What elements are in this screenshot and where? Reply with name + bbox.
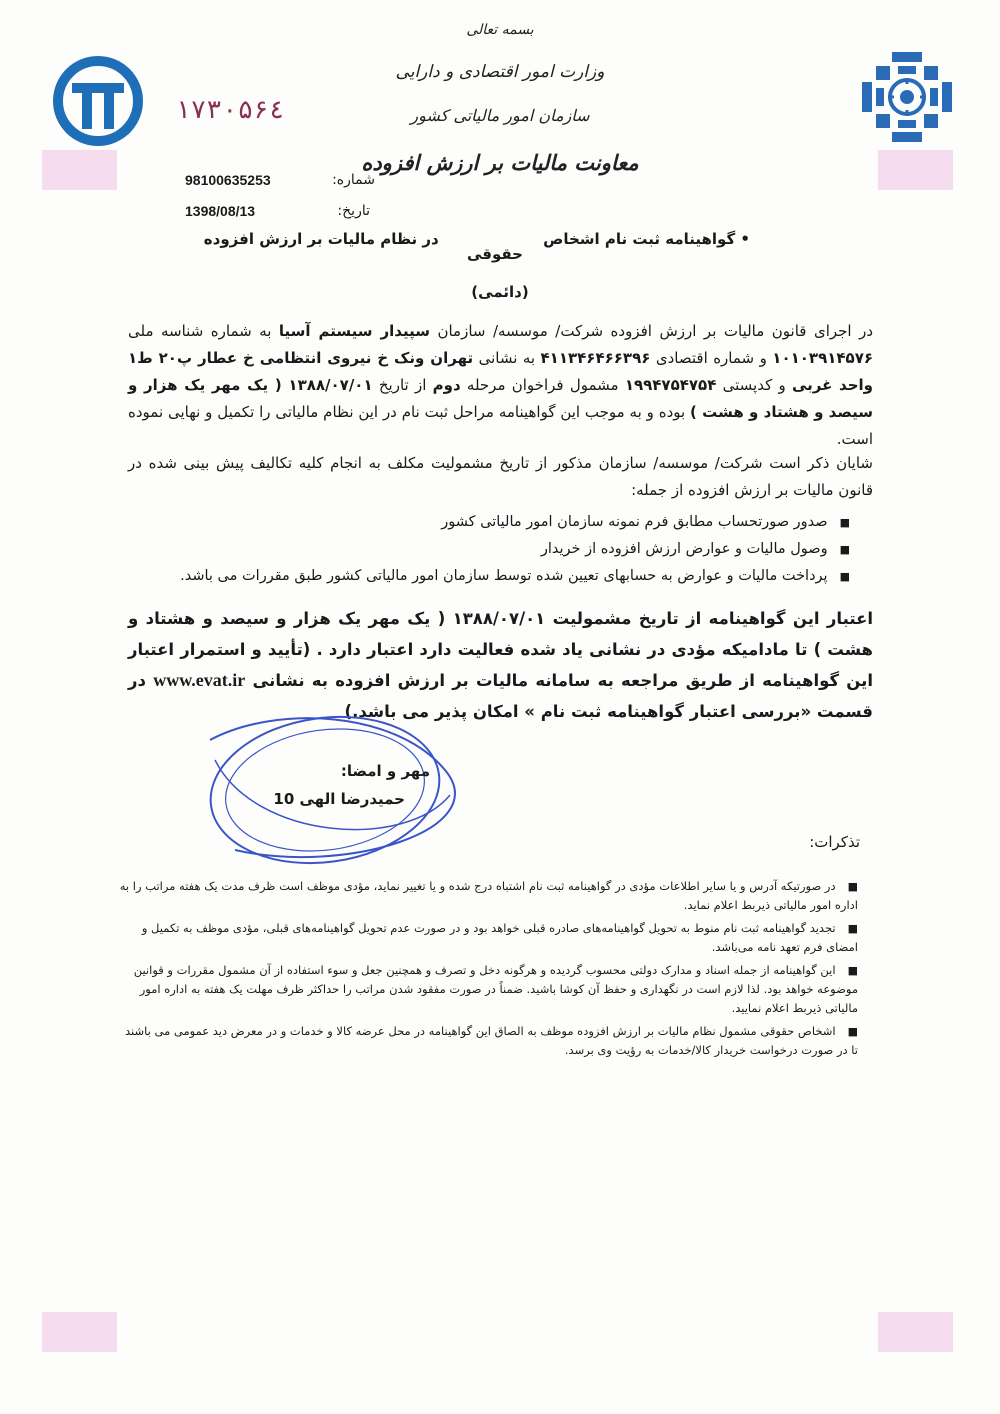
list-item: ■ صدور صورتحساب مطابق فرم نمونه سازمان امور مالیاتی کشور	[150, 509, 850, 536]
list-item: ■ اشخاص حقوقی مشمول نظام مالیات بر ارزش افزوده موظف به الصاق این گواهینامه در محل عرضه کالا و خدمات و در معرض دید عمومی می باشند تا در صورت درخواست خریدار کالا/خدمات به رؤیت وی برسد.	[118, 1022, 858, 1060]
date-value: 1398/08/13	[185, 203, 256, 219]
organization-logo-icon	[52, 55, 144, 147]
tax-organization-emblem-icon	[858, 48, 956, 146]
registration-mark	[42, 150, 117, 190]
notes-list	[118, 877, 858, 1064]
list-item: ■ این گواهینامه از جمله اسناد و مدارک دولتی محسوب گردیده و هرگونه دخل و تصرف و همچنین جعل و سوء استفاده از آن مشمول مقررات و قوانین موضوعه خواهد بود. لذا لازم است در نگهداری و حفظ آن کوشا باشید. ضمناً در صورت مفقود شدن مراتب را حداکثر ظرف مهلت یک هفته به اداره امور مالیاتی ذیربط اعلام نمایید.	[118, 961, 858, 1018]
list-item: ■ در صورتیکه آدرس و یا سایر اطلاعات مؤدی در گواهینامه ثبت نام اشتباه درج شده و یا تغییر نماید، مؤدی موظف است ظرف مدت یک هفته مراتب را به اداره امور مالیاتی ذیربط اعلام نماید.	[118, 877, 858, 915]
organization-name: سازمان امور مالیاتی کشور	[410, 106, 590, 125]
phase: دوم	[432, 376, 461, 394]
start-date: ۱۳۸۸/۰۷/۰۱ ( یک مهر یک هزار و سیصد و هشتاد و هشت )	[128, 376, 874, 421]
official-stamp-icon	[195, 700, 465, 875]
signature-label: مهر و امضا:	[340, 762, 430, 780]
duties-list	[150, 509, 850, 590]
date-label: تاریخ:	[337, 203, 370, 219]
company-name: سپیدار سیستم آسیا	[278, 322, 430, 340]
obligations-paragraph: شایان ذکر است شرکت/ موسسه/ سازمان مذکور از تاریخ مشمولیت مکلف به انجام کلیه تکالیف پیش بینی شده در قانون مالیات بر ارزش افزوده از جمله:	[128, 454, 873, 499]
registration-mark	[42, 1312, 117, 1352]
list-item: ■ پرداخت مالیات و عوارض به حسابهای تعیین شده توسط سازمان امور مالیاتی کشور طبق مقررات می باشد.	[150, 563, 850, 590]
national-id: ۱۰۱۰۳۹۱۴۵۷۶	[772, 349, 874, 367]
validity-paragraph: اعتبار این گواهینامه از تاریخ مشمولیت ۱۳۸۸/۰۷/۰۱ ( یک مهر یک هزار و سیصد و هشتاد و هشت ) تا مادامیکه مؤدی در نشانی یاد شده فعالیت دارد اعتبار دارد . (تأیید و استمرار اعتبار این گواهینامه از طریق مراجعه به سامانه مالیات بر ارزش افزوده به نشانی www.evat.ir در قسمت «بررسی اعتبار گواهینامه ثبت نام » امکان پذیر می باشد.)	[128, 609, 874, 721]
ministry-name: وزارت امور اقتصادی و دارایی	[395, 62, 605, 82]
list-item: ■ وصول مالیات و عوارض ارزش افزوده از خریدار	[150, 536, 850, 563]
intro-paragraph: در اجرای قانون مالیات بر ارزش افزوده شرکت/ موسسه/ سازمان سپیدار سیستم آسیا به شماره شناسه ملی ۱۰۱۰۳۹۱۴۵۷۶ و شماره اقتصادی ۴۱۱۳۴۶۴۶۶۳۹۶ به نشانی تهران ونک خ نیروی انتظامی خ عطار پ۲۰ ط۱ واحد غربی و کدپستی ۱۹۹۴۷۵۴۷۵۴ مشمول فراخوان مرحله دوم از تاریخ ۱۳۸۸/۰۷/۰۱ ( یک مهر یک هزار و سیصد و هشتاد و هشت ) بوده و به موجب این گواهینامه مراحل ثبت نام در این نظام مالیاتی را تکمیل و نهایی نموده است.	[128, 322, 874, 448]
number-value: 98100635253	[185, 172, 271, 188]
serial-number: ۱۷۳۰۵۶٤	[175, 95, 285, 125]
certificate-subtitle: (دائمی)	[471, 283, 529, 301]
number-label: شماره:	[332, 172, 375, 188]
website-link: www.evat.ir	[153, 670, 246, 690]
economic-id: ۴۱۱۳۴۶۴۶۶۳۹۶	[540, 349, 651, 367]
entity-type: حقوقی	[466, 245, 523, 263]
notes-title: تذکرات:	[809, 833, 860, 851]
address: تهران ونک خ نیروی انتظامی خ عطار پ۲۰ ط۱ واحد غربی	[128, 349, 873, 394]
basmala: بسمه تعالی	[466, 22, 534, 38]
deputy-name: معاونت مالیات بر ارزش افزوده	[361, 150, 639, 175]
list-item: ■ تجدید گواهینامه ثبت نام منوط به تحویل گواهینامه‌های صادره قبلی خواهد بود و در صورت عدم تحویل گواهینامه‌های قبلی، مؤدی موظف به تکمیل و امضای فرم تعهد نامه می‌باشد.	[118, 919, 858, 957]
registration-mark	[878, 150, 953, 190]
registration-mark	[878, 1312, 953, 1352]
certificate-title: • گواهینامه ثبت نام اشخاص در نظام مالیات بر ارزش افزوده	[203, 230, 750, 248]
signatory-name: حمیدرضا الهی 10	[273, 790, 405, 808]
postal-code: ۱۹۹۴۷۵۴۷۵۴	[624, 376, 717, 394]
